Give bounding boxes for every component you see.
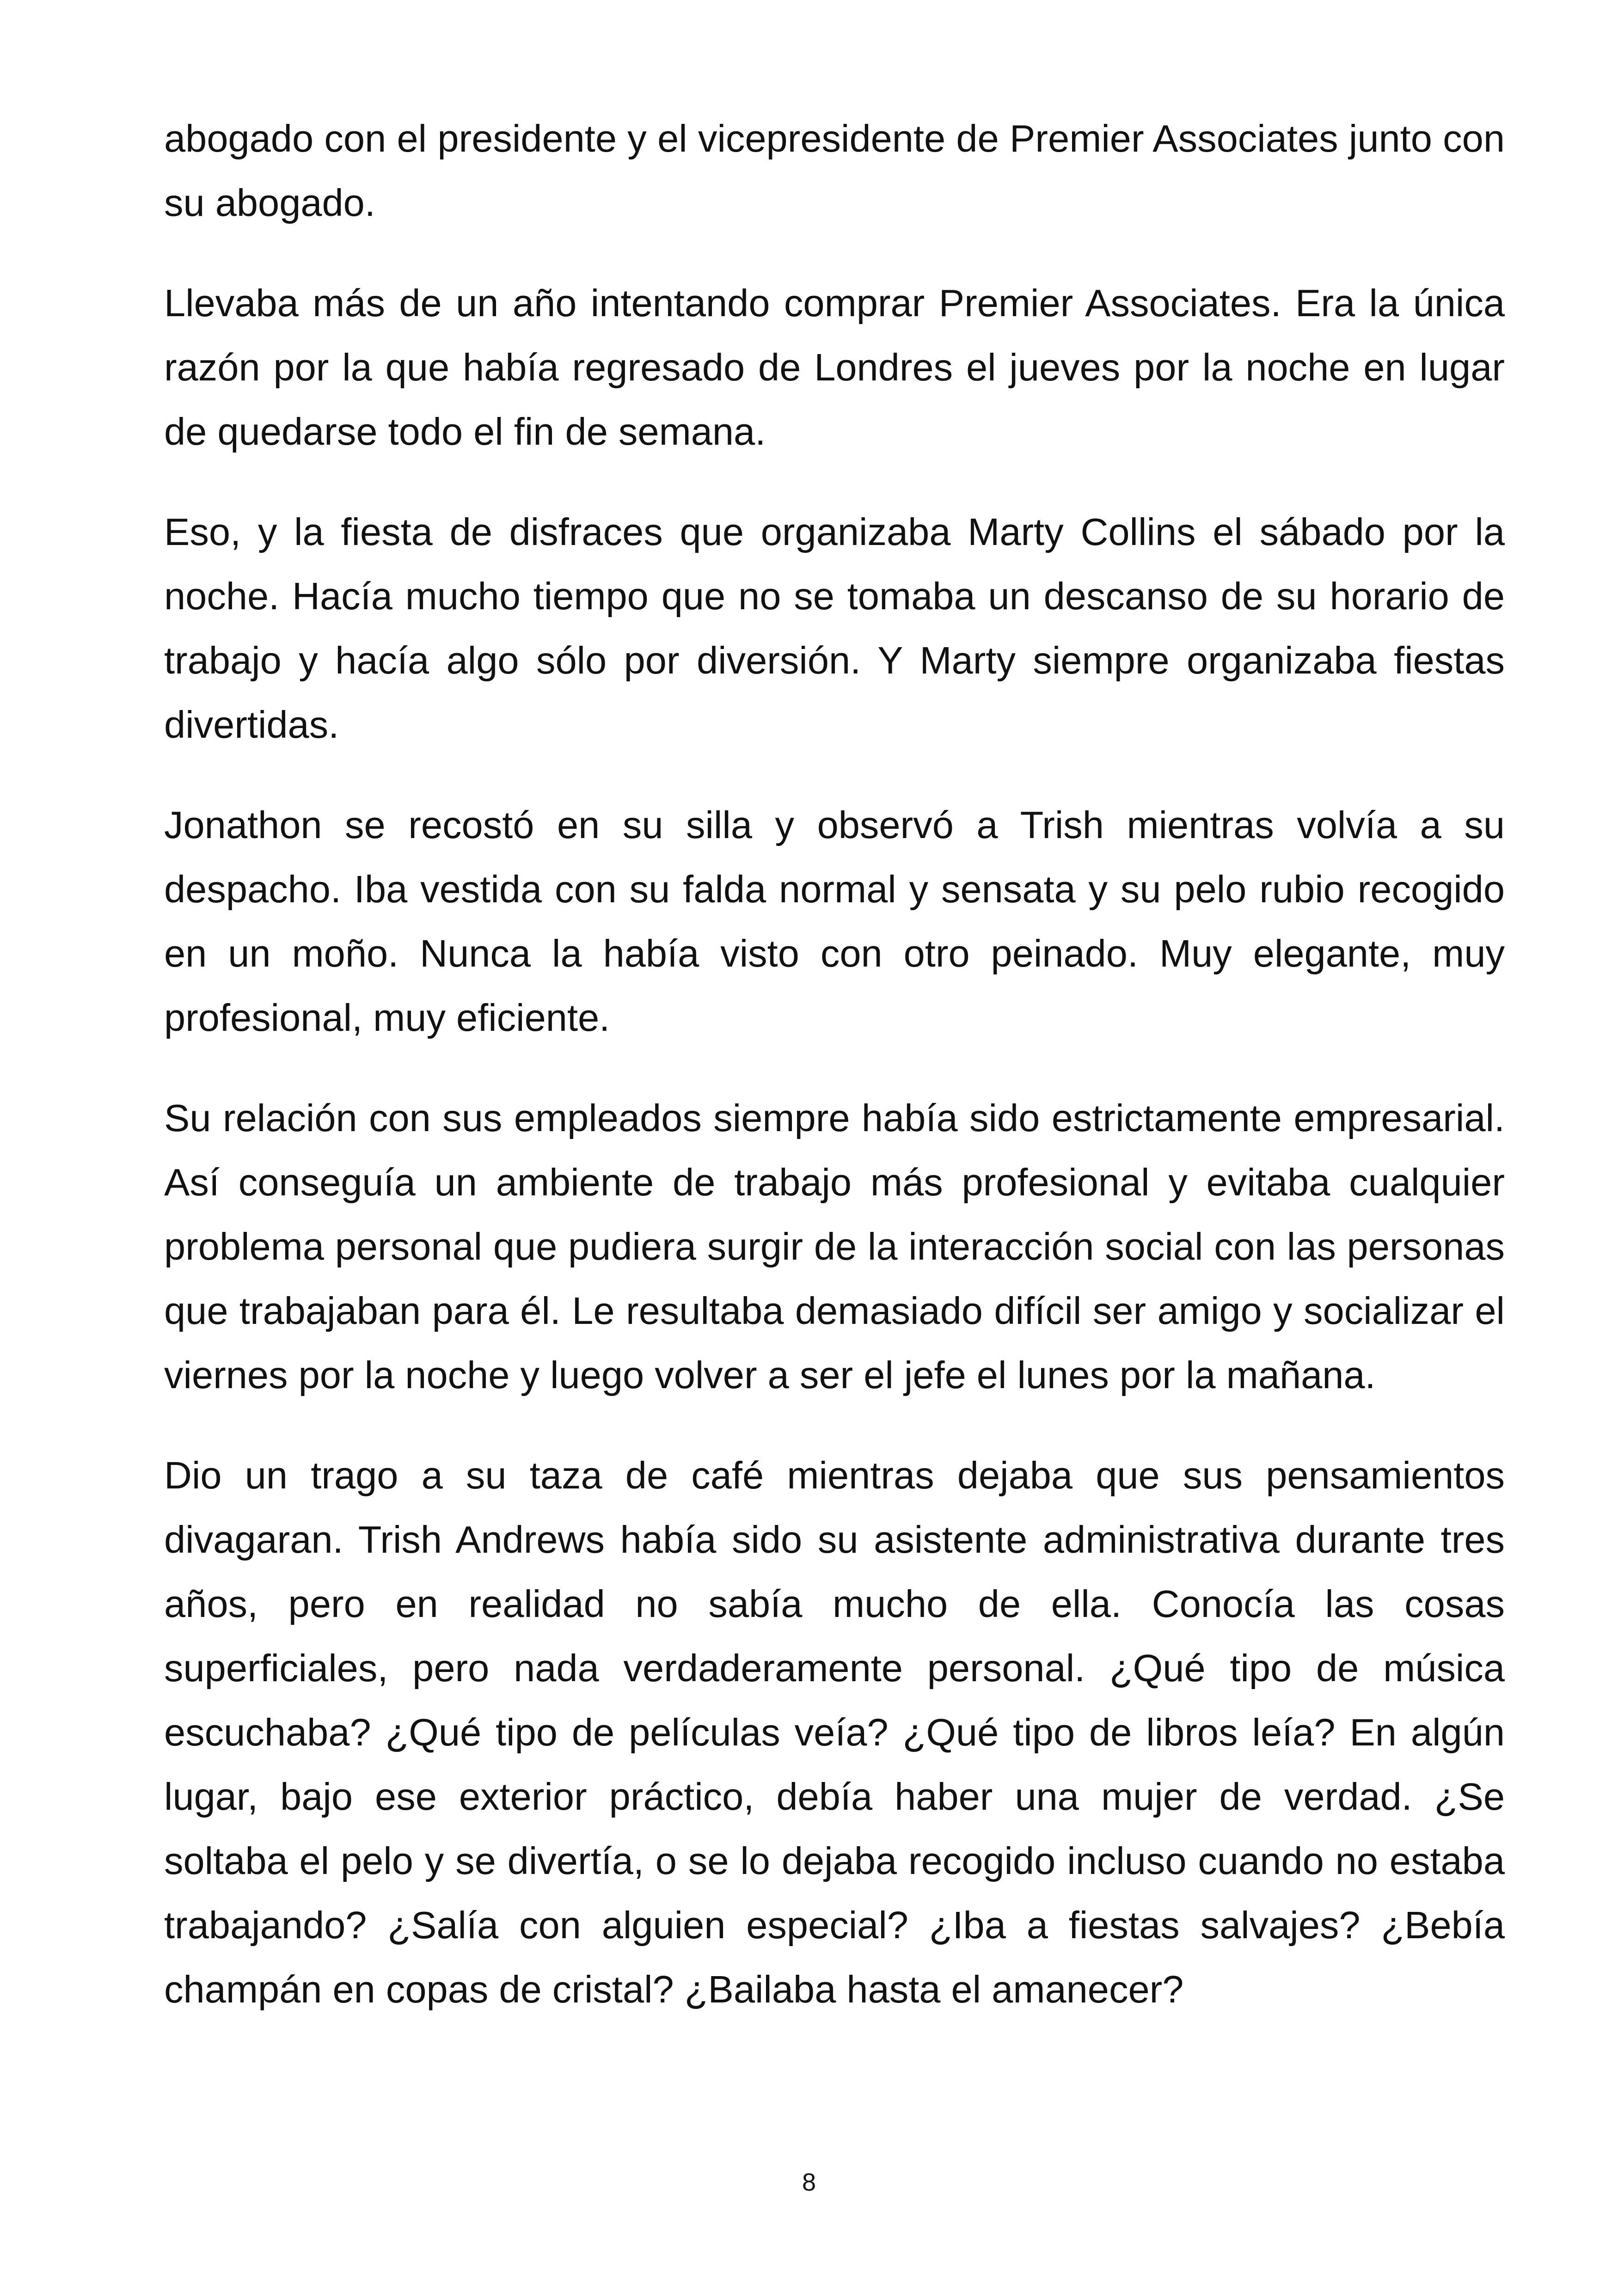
- paragraph: Su relación con sus empleados siempre había sido estrictamente empresarial. Así conseguía un ambiente de trabajo más profesional y evitaba cualquier problema personal que pudiera surgir de la interacción social con las personas que trabajaban para él. Le resultaba demasiado difícil ser amigo y socializar el viernes por la noche y luego volver a ser el jefe el lunes por la mañana.: [164, 1096, 1505, 1396]
- paragraph: Eso, y la fiesta de disfraces que organizaba Marty Collins el sábado por la noche. Hacía mucho tiempo que no se tomaba un descanso de su horario de trabajo y hacía algo sólo por diversión. Y Marty siempre organizaba fiestas divertidas.: [164, 510, 1505, 746]
- paragraph: abogado con el presidente y el vicepresidente de Premier Associates junto con su abogado.: [164, 117, 1505, 224]
- paragraph: Dio un trago a su taza de café mientras dejaba que sus pensamientos divagaran. Trish Andrews había sido su asistente administrativa durante tres años, pero en realidad no sabía mucho de ella. Conocía las cosas superficiales, pero nada verdaderamente personal. ¿Qué tipo de música escuchaba? ¿Qué tipo de películas veía? ¿Qué tipo de libros leía? En algún lugar, bajo ese exterior práctico, debía haber una mujer de verdad. ¿Se soltaba el pelo y se divertía, o se lo dejaba recogido incluso cuando no estaba trabajando? ¿Salía con alguien especial? ¿Iba a fiestas salvajes? ¿Bebía champán en copas de cristal? ¿Bailaba hasta el amanecer?: [164, 1454, 1505, 2011]
- page-number: 8: [802, 2168, 816, 2196]
- body-text: [164, 106, 1505, 2057]
- paragraph: Llevaba más de un año intentando comprar Premier Associates. Era la única razón por la que había regresado de Londres el jueves por la noche en lugar de quedarse todo el fin de semana.: [164, 282, 1505, 453]
- paragraph: Jonathon se recostó en su silla y observó a Trish mientras volvía a su despacho. Iba vestida con su falda normal y sensata y su pelo rubio recogido en un moño. Nunca la había visto con otro peinado. Muy elegante, muy profesional, muy eficiente.: [164, 803, 1505, 1039]
